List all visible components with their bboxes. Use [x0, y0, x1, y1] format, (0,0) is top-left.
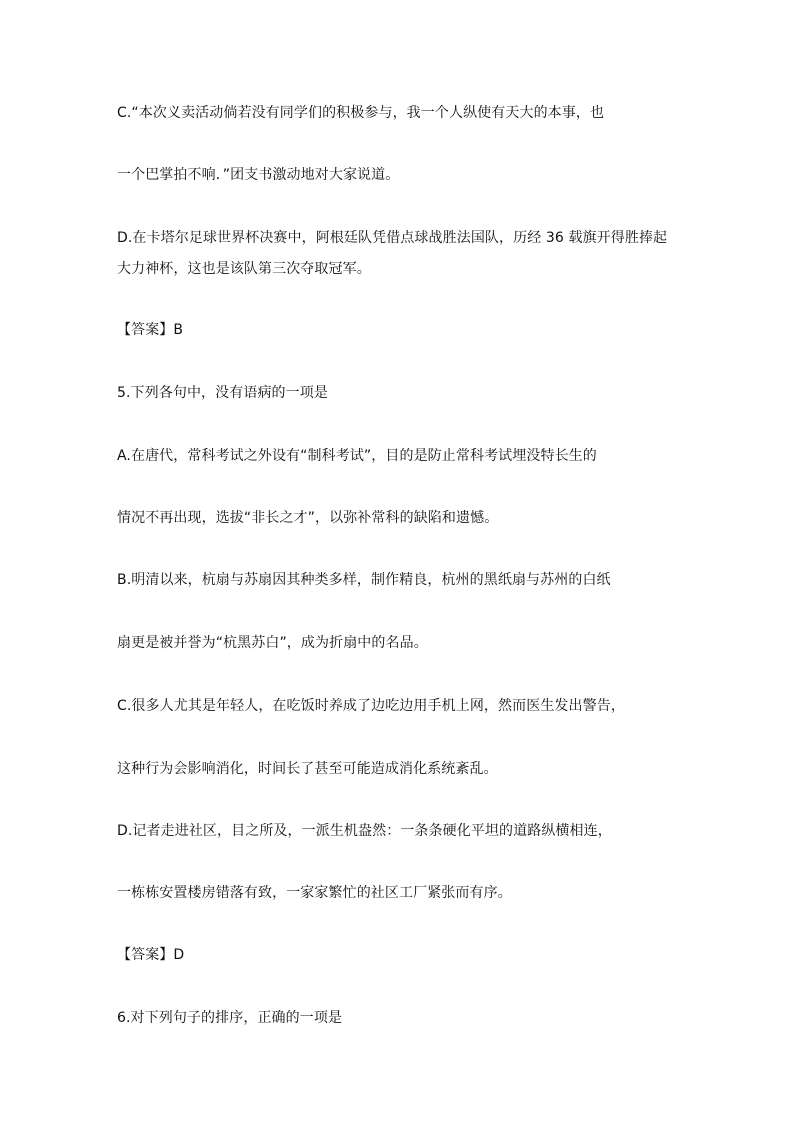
- q5-question: 5.下列各句中，没有语病的一项是: [117, 385, 328, 401]
- q4-option-c-line-1: C.“本次义卖活动倘若没有同学们的积极参与，我一个人纵使有天大的本事，也: [117, 105, 605, 121]
- q5-option-d-line-1: D.记者走进社区，目之所及，一派生机盎然：一条条硬化平坦的道路纵横相连，: [117, 823, 612, 839]
- q5-option-b-line-1: B.明清以来，杭扇与苏扇因其种类多样，制作精良，杭州的黑纸扇与苏州的白纸: [117, 572, 611, 588]
- q5-option-a-line-1: A.在唐代，常科考试之外设有“制科考试”，目的是防止常科考试埋没特长生的: [117, 448, 597, 464]
- q4-option-c-line-2: 一个巴掌拍不响．”团支书激动地对大家说道。: [117, 167, 400, 183]
- q6-question: 6.对下列句子的排序，正确的一项是: [117, 1010, 343, 1026]
- q5-option-d-line-2: 一栋栋安置楼房错落有致，一家家繁忙的社区工厂紧张而有序。: [117, 885, 512, 901]
- q5-option-a-line-2: 情况不再出现，选拔“非长之才”，以弥补常科的缺陷和遗憾。: [117, 510, 499, 526]
- q5-option-b-line-2: 扇更是被并誉为“杭黑苏白”，成为折扇中的名品。: [117, 635, 428, 651]
- q5-option-c-line-2: 这种行为会影响消化，时间长了甚至可能造成消化系统紊乱。: [117, 761, 498, 777]
- q5-option-c-line-1: C.很多人尤其是年轻人，在吃饭时养成了边吃边用手机上网，然而医生发出警告，: [117, 698, 625, 714]
- q5-answer: 【答案】D: [117, 947, 185, 963]
- q4-option-d-line-1: D.在卡塔尔足球世界杯决赛中，阿根廷队凭借点球战胜法国队，历经 36 载旗开得胜捧起: [117, 230, 668, 246]
- q4-option-d-line-2: 大力神杯，这也是该队第三次夺取冠军。: [117, 261, 371, 277]
- q4-answer: 【答案】B: [117, 322, 184, 338]
